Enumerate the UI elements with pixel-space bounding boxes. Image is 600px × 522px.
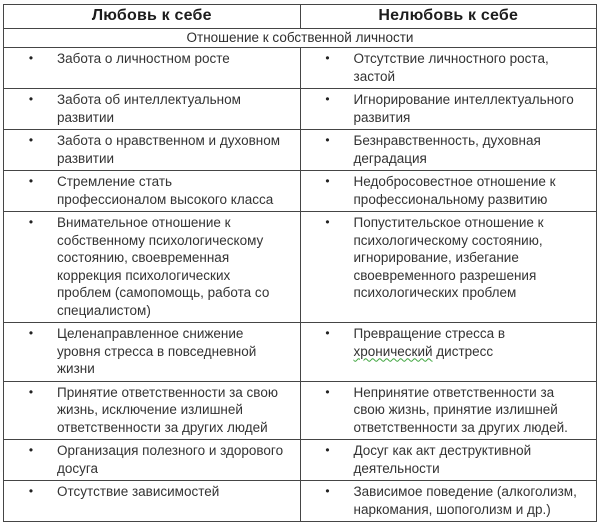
cell-left xyxy=(4,48,301,89)
cell-right xyxy=(300,89,597,130)
cell-text: Превращение стресса в хронический дистресс xyxy=(353,326,506,359)
bullet-icon: • xyxy=(325,174,330,188)
bullet-icon: • xyxy=(325,384,330,399)
column-header-love: Любовь к себе xyxy=(4,5,301,29)
table-row xyxy=(4,89,597,130)
bullet-icon: • xyxy=(28,484,34,498)
section-title: Отношение к собственной личности xyxy=(4,29,597,48)
cell-text: Досуг как акт деструктивной деятельности xyxy=(353,443,532,476)
bullet-icon: • xyxy=(325,443,330,457)
cell-text: Забота об интеллектуальном развитии xyxy=(57,92,241,125)
bullet-icon: • xyxy=(28,174,34,188)
cell-left xyxy=(4,481,301,522)
cell-text: Забота о нравственном и духовном развитии xyxy=(57,133,281,166)
table-row xyxy=(4,323,597,382)
cell-text: Отсутствие личностного роста, застой xyxy=(353,51,549,84)
cell-text: Внимательное отношение к собственному психологическому состоянию, своевременная коррекция психологических проблем (самопомощь, работа со специалистом) xyxy=(57,215,270,318)
bullet-icon: • xyxy=(28,51,34,65)
cell-text: Попустительское отношение к психологическому состоянию, игнорирование, избегание своевременного разрешения психологических проблем xyxy=(353,215,544,300)
cell-right xyxy=(300,171,597,212)
table-row xyxy=(4,130,597,171)
bullet-icon: • xyxy=(28,384,34,399)
table-body xyxy=(4,48,597,522)
cell-text: Непринятие ответственности за свою жизнь, принятие излишней ответственности за других людей. xyxy=(353,384,568,435)
cell-left xyxy=(4,212,301,323)
bullet-icon: • xyxy=(325,92,330,106)
cell-right xyxy=(300,381,597,440)
cell-right xyxy=(300,481,597,522)
cell-right xyxy=(300,212,597,323)
cell-text: Игнорирование интеллектуального развития xyxy=(353,92,574,125)
cell-text: Стремление стать профессионалом высокого класса xyxy=(57,174,274,207)
bullet-icon: • xyxy=(325,51,330,65)
cell-text: Недобросовестное отношение к профессиональному развитию xyxy=(353,174,556,207)
cell-right xyxy=(300,130,597,171)
header-row xyxy=(4,5,597,29)
cell-left xyxy=(4,130,301,171)
table-row xyxy=(4,381,597,440)
column-header-no-love: Нелюбовь к себе xyxy=(300,5,597,29)
misspelled-word: хронический xyxy=(353,343,433,359)
table-row xyxy=(4,440,597,481)
cell-left xyxy=(4,381,301,440)
cell-left xyxy=(4,171,301,212)
cell-text: Отсутствие зависимостей xyxy=(57,484,220,499)
bullet-icon: • xyxy=(28,92,34,106)
bullet-icon: • xyxy=(28,133,34,147)
cell-right xyxy=(300,48,597,89)
cell-left xyxy=(4,89,301,130)
table-row xyxy=(4,48,597,89)
section-row xyxy=(4,29,597,48)
cell-left xyxy=(4,440,301,481)
cell-right xyxy=(300,440,597,481)
table-row xyxy=(4,171,597,212)
cell-text: Забота о личностном росте xyxy=(57,51,230,66)
cell-text: Зависимое поведение (алкоголизм, наркомания, шопоголизм и др.) xyxy=(353,484,577,517)
bullet-icon: • xyxy=(325,133,330,147)
bullet-icon: • xyxy=(325,484,330,498)
cell-right xyxy=(300,323,597,382)
cell-text: Принятие ответственности за свою жизнь, исключение излишней ответственности за других людей xyxy=(57,384,278,435)
table-row xyxy=(4,212,597,323)
self-love-comparison-table xyxy=(3,4,597,522)
cell-text: Безнравственность, духовная деградация xyxy=(353,133,541,166)
bullet-icon: • xyxy=(28,215,34,229)
bullet-icon: • xyxy=(325,326,330,340)
bullet-icon: • xyxy=(28,443,34,457)
cell-text: Целенаправленное снижение уровня стресса в повседневной жизни xyxy=(57,326,257,376)
cell-left xyxy=(4,323,301,382)
table-row xyxy=(4,481,597,522)
bullet-icon: • xyxy=(325,215,330,229)
bullet-icon: • xyxy=(28,326,34,340)
cell-text: Организация полезного и здорового досуга xyxy=(57,443,284,476)
